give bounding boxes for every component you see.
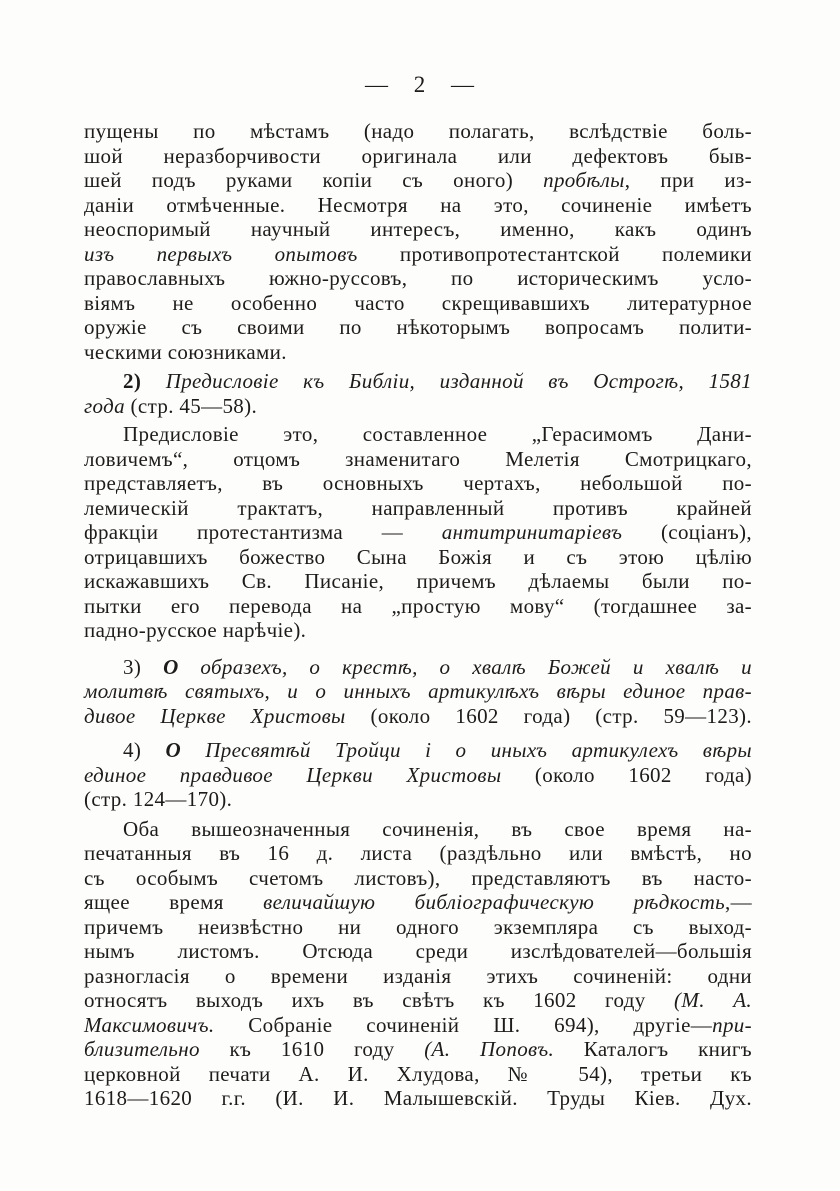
text-segment: молитвѣ святыхъ, и о инныхъ артикулѣхъ вѣры единое прав- (84, 679, 752, 703)
text-segment: (М. А. (674, 988, 752, 1012)
text-segment: падно-русское нарѣчіе). (84, 618, 307, 642)
text-segment: шой неразборчивости оригинала или дефектовъ быв- (84, 143, 752, 168)
text-segment: (стр. 124—170). (84, 787, 233, 811)
text-segment: отрицавшихъ божество Сына Божія и съ этою цѣлію (84, 544, 752, 569)
text-segment: Предисловіе къ Библіи, изданной въ Острогѣ, 1581 (165, 369, 753, 393)
text-segment: віямъ не особенно часто скрещивавшихъ литературное (84, 290, 752, 315)
text-segment: О (163, 654, 179, 679)
text-segment: фракціи протестантизма — (84, 520, 442, 544)
text-segment: шей подъ руками копіи съ оного) (84, 168, 544, 192)
text-line (84, 1086, 752, 1111)
text-line (84, 168, 752, 193)
paragraph-continuation (84, 119, 752, 364)
text-segment: при- (712, 1012, 752, 1037)
text-segment: искажавшихъ Св. Писаніе, причемъ дѣлаемы были по- (84, 569, 752, 593)
text-line (84, 315, 752, 340)
text-line (84, 618, 752, 643)
text-line (84, 787, 752, 812)
text-segment: пытки его перевода на „простую мову“ (тогдашнее за- (84, 593, 752, 618)
text-line (84, 1037, 752, 1062)
text-segment: 1618—1620 г.г. (И. И. Малышевскій. Труды Кіев. Дух. (84, 1086, 752, 1110)
text-segment: 4) (123, 738, 166, 762)
text-segment: противопротестантской полемики (357, 241, 753, 266)
paragraph-preface-description (84, 422, 752, 643)
text-line (84, 471, 752, 496)
text-segment: (А. Поповъ. (424, 1037, 555, 1061)
text-segment: причемъ неизвѣстно ни одного экземпляра съ выход- (84, 914, 752, 939)
text-line (84, 369, 752, 394)
text-segment: даніи отмѣченные. Несмотря на это, сочиненіе имѣетъ (84, 192, 752, 217)
text-segment: 3) (123, 654, 164, 679)
text-line (84, 266, 752, 291)
text-segment: Оба вышеозначенныя сочиненія, въ свое время на- (123, 816, 752, 841)
text-segment: (около 1602 года) (501, 762, 752, 787)
text-segment: образехъ, о крестѣ, о хвалѣ Божей и хвалѣ и (178, 654, 752, 679)
text-line (84, 144, 752, 169)
text-segment: ,— (725, 890, 752, 914)
text-line (84, 763, 752, 788)
text-segment: , при из- (624, 168, 753, 192)
text-line (84, 394, 752, 419)
text-segment: разногласія о времени изданія этихъ сочиненій: одни (84, 963, 752, 988)
text-line (84, 915, 752, 940)
text-segment: съ особымъ счетомъ листовъ), представляютъ въ насто- (84, 865, 752, 890)
text-line (84, 817, 752, 842)
text-line (84, 242, 752, 267)
text-segment: печатанныя въ 16 д. листа (раздѣльно или вмѣстѣ, но (84, 841, 752, 865)
text-line (84, 193, 752, 218)
text-segment: нымъ листомъ. Отсюда среди изслѣдователей—большія (84, 939, 752, 963)
text-line (84, 569, 752, 594)
text-segment: представляетъ, въ основныхъ чертахъ, небольшой по- (84, 471, 752, 495)
text-line (84, 866, 752, 891)
text-segment: ящее время (84, 890, 264, 914)
text-line (84, 217, 752, 242)
text-segment: оружіе съ своими по нѣкоторымъ вопросамъ полити- (84, 315, 752, 339)
text-line (84, 1013, 752, 1038)
text-line (84, 939, 752, 964)
item-3-heading (84, 655, 752, 729)
text-line (84, 119, 752, 144)
item-2-heading (84, 369, 752, 418)
text-line (84, 520, 752, 545)
text-segment: года (84, 393, 125, 418)
text-segment: изъ первыхъ опытовъ (84, 241, 358, 266)
text-segment: единое правдивое Церкви Христовы (84, 762, 502, 787)
text-segment: Каталогъ книгъ (554, 1037, 753, 1061)
text-segment: Собраніе сочиненій Ш. 694), другіе— (214, 1012, 713, 1037)
text-segment: (около 1602 года) (стр. 59—123). (345, 703, 753, 728)
text-segment: дивое Церкве Христовы (84, 703, 346, 728)
text-line (84, 988, 752, 1013)
text-line (84, 704, 752, 729)
text-segment: къ 1610 году (199, 1037, 425, 1061)
text-segment: церковной печати А. И. Хлудова, № 54), третьи къ (84, 1061, 752, 1086)
text-line (84, 447, 752, 472)
text-segment: ловичемъ“, отцомъ знаменитаго Мелетія Смотрицкаго, (84, 446, 752, 471)
text-segment: Максимовичъ. (84, 1012, 215, 1037)
paragraph-editions-discussion (84, 817, 752, 1111)
text-line (84, 340, 752, 365)
text-line (84, 964, 752, 989)
text-segment: пробѣлы (543, 168, 625, 192)
text-segment: антитринитаріевъ (441, 520, 623, 544)
text-segment: православныхъ южно-руссовъ, по историческимъ усло- (84, 266, 752, 290)
text-segment: (стр. 45—58). (124, 393, 258, 418)
text-line (84, 422, 752, 447)
text-line (84, 655, 752, 680)
text-segment: пущены по мѣстамъ (надо полагать, вслѣдствіе боль- (84, 119, 752, 143)
text-line (84, 545, 752, 570)
text-line (84, 291, 752, 316)
text-segment: лемическій трактатъ, направленный противъ крайней (84, 495, 752, 520)
text-segment: ческими союзниками. (84, 339, 287, 364)
page-number: — 2 — (365, 72, 475, 97)
text-segment: близительно (84, 1037, 200, 1061)
text-line (84, 841, 752, 866)
text-line (84, 890, 752, 915)
text-segment: 2) (123, 369, 166, 393)
text-segment: О (165, 738, 181, 762)
text-segment: Предисловіе это, составленное „Герасимомъ Дани- (123, 422, 752, 446)
text-segment: величайшую библіографическую рѣдкость (263, 890, 726, 914)
text-segment: неоспоримый научный интересъ, именно, какъ одинъ (84, 217, 752, 241)
text-line (84, 738, 752, 763)
text-segment: (соціанъ), (622, 520, 752, 544)
item-4-heading (84, 738, 752, 812)
text-segment: относятъ выходъ ихъ въ свѣтъ къ 1602 году (84, 988, 675, 1012)
text-segment: Пресвятѣй Тройци і о иныхъ артикулехъ вѣры (181, 738, 752, 762)
text-line (84, 496, 752, 521)
text-line (84, 679, 752, 704)
page-text-block (84, 119, 752, 1111)
text-line (84, 594, 752, 619)
text-line (84, 1062, 752, 1087)
